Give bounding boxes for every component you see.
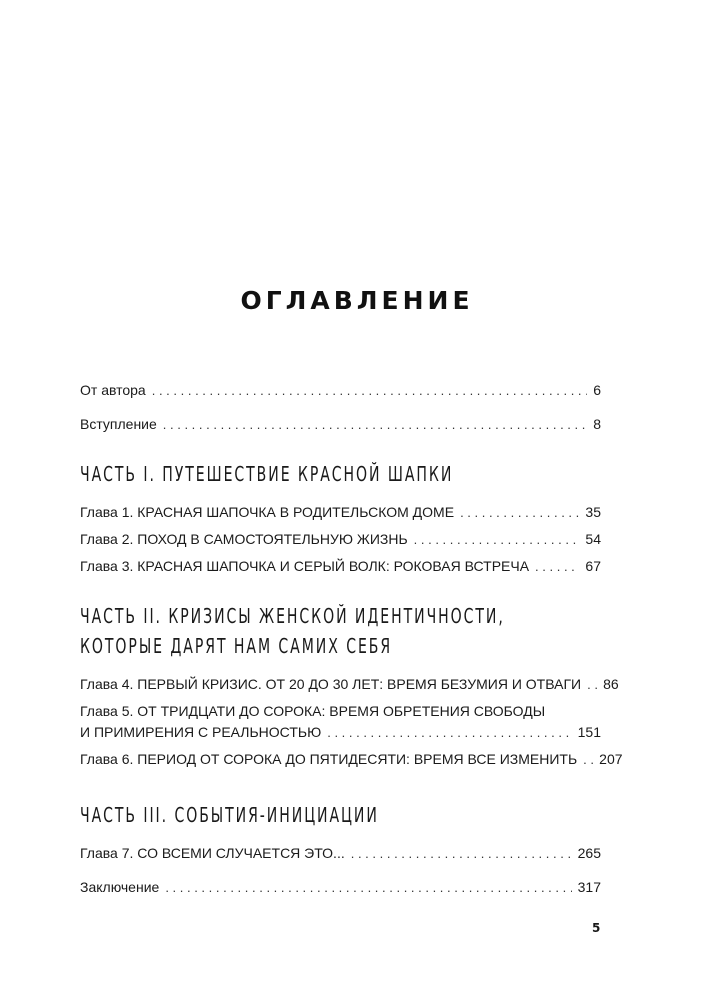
toc-entry-label: Глава 1. КРАСНАЯ ШАПОЧКА В РОДИТЕЛЬСКОМ ДОМЕ bbox=[80, 504, 455, 520]
part-heading-2-line-2[interactable]: КОТОРЫЕ ДАРЯТ НАМ САМИХ СЕБЯ bbox=[80, 634, 393, 658]
toc-chapter-3[interactable] bbox=[80, 558, 601, 575]
toc-chapter-6[interactable] bbox=[80, 751, 623, 768]
toc-entry-page: 35 bbox=[585, 504, 601, 520]
leader-dots bbox=[587, 676, 597, 693]
part-heading-2-line-1[interactable]: ЧАСТЬ II. КРИЗИСЫ ЖЕНСКОЙ ИДЕНТИЧНОСТИ, bbox=[80, 604, 505, 628]
toc-entry-page: 86 bbox=[603, 676, 619, 692]
leader-dots bbox=[152, 382, 587, 399]
toc-entry-page: 317 bbox=[577, 879, 601, 895]
toc-entry-conclusion[interactable] bbox=[80, 879, 601, 896]
toc-entry-label: Глава 6. ПЕРИОД ОТ СОРОКА ДО ПЯТИДЕСЯТИ: ВРЕМЯ ВСЕ ИЗМЕНИТЬ bbox=[80, 751, 578, 767]
leader-dots bbox=[583, 751, 593, 768]
toc-entry-label-line-2: И ПРИМИРЕНИЯ С РЕАЛЬНОСТЬЮ bbox=[80, 724, 322, 740]
toc-entry-label: Глава 7. СО ВСЕМИ СЛУЧАЕТСЯ ЭТО... bbox=[80, 845, 345, 861]
toc-entry-page: 67 bbox=[585, 558, 601, 574]
toc-entry-page: 6 bbox=[593, 382, 601, 398]
toc-entry-label: Глава 2. ПОХОД В САМОСТОЯТЕЛЬНУЮ ЖИЗНЬ bbox=[80, 531, 408, 547]
leader-dots bbox=[414, 531, 580, 548]
part-heading-3[interactable]: ЧАСТЬ III. СОБЫТИЯ-ИНИЦИАЦИИ bbox=[80, 803, 379, 827]
leader-dots bbox=[535, 558, 579, 575]
toc-entry-intro[interactable] bbox=[80, 416, 601, 433]
toc-entry-author[interactable] bbox=[80, 382, 601, 399]
leader-dots bbox=[163, 416, 587, 433]
toc-entry-label: Глава 3. КРАСНАЯ ШАПОЧКА И СЕРЫЙ ВОЛК: РОКОВАЯ ВСТРЕЧА bbox=[80, 558, 530, 574]
leader-dots bbox=[327, 724, 571, 741]
toc-entry-page: 8 bbox=[593, 416, 601, 432]
toc-entry-page: 207 bbox=[599, 751, 623, 767]
toc-entry-label: Заключение bbox=[80, 879, 160, 895]
leader-dots bbox=[165, 879, 571, 896]
toc-entry-page: 151 bbox=[577, 724, 601, 740]
part-heading-1[interactable]: ЧАСТЬ I. ПУТЕШЕСТВИЕ КРАСНОЙ ШАПКИ bbox=[80, 462, 454, 486]
toc-chapter-1[interactable] bbox=[80, 504, 601, 521]
page-title: ОГЛАВЛЕНИЕ bbox=[240, 286, 474, 315]
page-number: 5 bbox=[592, 921, 601, 935]
toc-chapter-5[interactable] bbox=[80, 703, 601, 741]
leader-dots bbox=[351, 845, 572, 862]
toc-entry-label: Глава 4. ПЕРВЫЙ КРИЗИС. ОТ 20 ДО 30 ЛЕТ: ВРЕМЯ БЕЗУМИЯ И ОТВАГИ bbox=[80, 676, 582, 692]
table-of-contents bbox=[80, 382, 623, 896]
toc-entry-page: 265 bbox=[577, 845, 601, 861]
toc-chapter-4[interactable] bbox=[80, 676, 619, 693]
leader-dots bbox=[460, 504, 579, 521]
toc-entry-label: От автора bbox=[80, 382, 146, 398]
toc-entry-label: Вступление bbox=[80, 416, 157, 432]
toc-entry-label-line-1: Глава 5. ОТ ТРИДЦАТИ ДО СОРОКА: ВРЕМЯ ОБРЕТЕНИЯ СВОБОДЫ bbox=[80, 703, 546, 719]
toc-entry-page: 54 bbox=[585, 531, 601, 547]
toc-chapter-2[interactable] bbox=[80, 531, 601, 548]
toc-chapter-7[interactable] bbox=[80, 845, 601, 862]
toc-entry-line-2 bbox=[80, 724, 601, 741]
